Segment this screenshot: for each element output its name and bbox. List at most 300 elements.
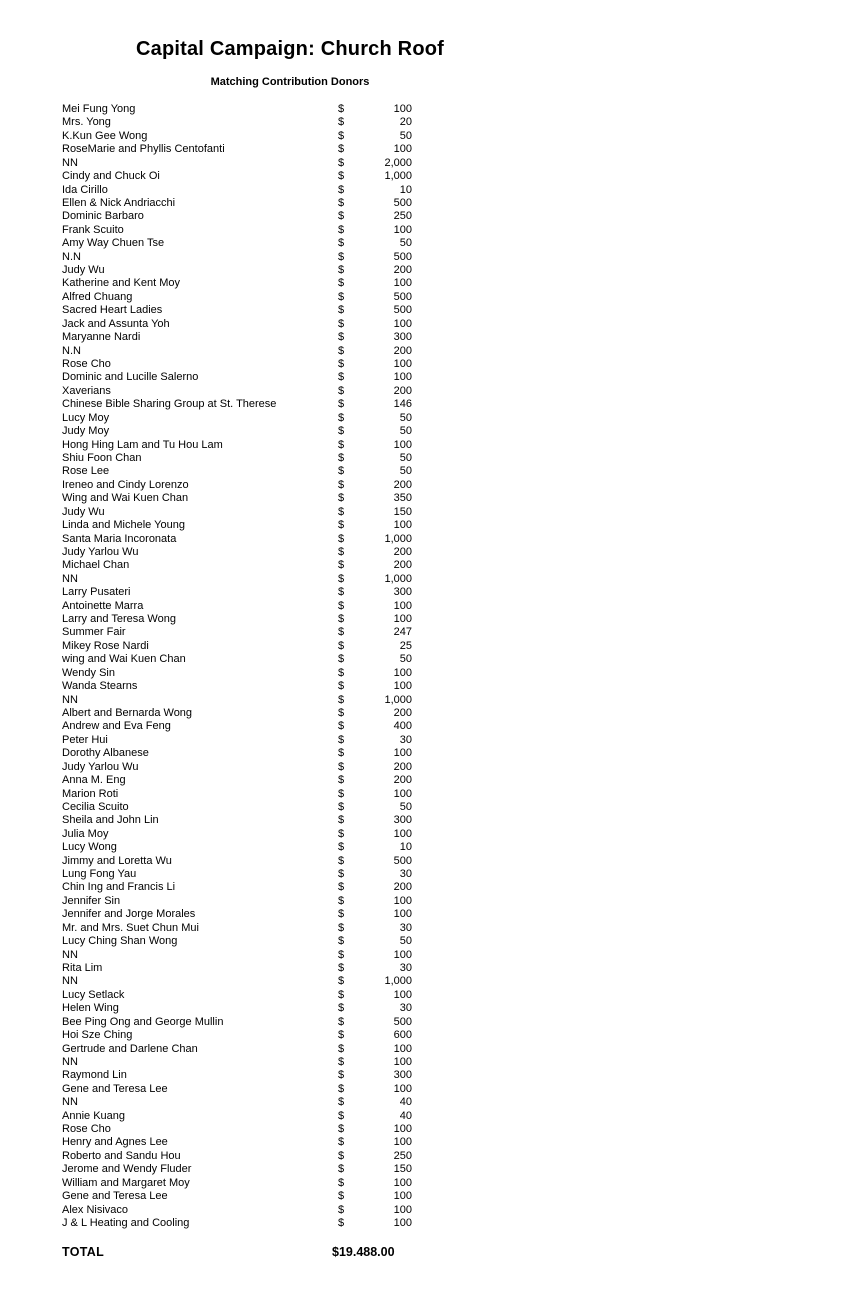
table-row <box>60 157 520 170</box>
table-row <box>60 519 520 532</box>
table-row <box>60 1190 520 1203</box>
currency-symbol: $ <box>338 210 345 223</box>
donor-name: Dorothy Albanese <box>62 747 149 760</box>
currency-symbol: $ <box>338 1109 345 1122</box>
donation-amount: 20 <box>399 116 412 129</box>
donation-amount: 100 <box>393 1136 412 1149</box>
currency-symbol: $ <box>338 787 345 800</box>
table-row <box>60 452 520 465</box>
donor-name: Jerome and Wendy Fluder <box>62 1163 192 1176</box>
currency-symbol: $ <box>338 465 345 478</box>
currency-symbol: $ <box>338 358 345 371</box>
table-row <box>60 747 520 760</box>
table-row <box>60 707 520 720</box>
currency-symbol: $ <box>338 384 345 397</box>
currency-symbol: $ <box>338 143 345 156</box>
currency-symbol: $ <box>338 331 345 344</box>
donor-name: Bee Ping Ong and George Mullin <box>62 1015 224 1028</box>
donor-name: Michael Chan <box>62 559 130 572</box>
table-row <box>60 1136 520 1149</box>
donation-amount: 100 <box>393 1082 412 1095</box>
table-row <box>60 626 520 639</box>
currency-symbol: $ <box>338 881 345 894</box>
donation-amount: 200 <box>393 881 412 894</box>
currency-symbol: $ <box>338 613 345 626</box>
donation-amount: 10 <box>399 841 412 854</box>
donor-name: Katherine and Kent Moy <box>62 277 181 290</box>
currency-symbol: $ <box>338 223 345 236</box>
table-row <box>60 774 520 787</box>
donor-name: Ireneo and Cindy Lorenzo <box>62 478 189 491</box>
donation-amount: 1,000 <box>384 975 412 988</box>
donor-name: N.N <box>62 250 81 263</box>
table-row <box>60 1163 520 1176</box>
donation-amount: 100 <box>393 680 412 693</box>
donation-amount: 150 <box>393 1163 412 1176</box>
donor-name: Mrs. Yong <box>62 116 111 129</box>
donor-name: Santa Maria Incoronata <box>62 532 177 545</box>
currency-symbol: $ <box>338 559 345 572</box>
donation-amount: 30 <box>399 962 412 974</box>
donor-name: Lucy Ching Shan Wong <box>62 935 178 948</box>
donor-name: Peter Hui <box>62 733 108 746</box>
table-row <box>60 264 520 277</box>
total-row <box>60 1245 520 1260</box>
donation-amount: 200 <box>393 344 412 357</box>
table-row <box>60 1110 520 1123</box>
table-row <box>60 1016 520 1029</box>
table-row <box>60 613 520 626</box>
table-row <box>60 251 520 264</box>
donor-name: Cecilia Scuito <box>62 800 129 813</box>
donation-amount: 100 <box>393 1042 412 1055</box>
currency-symbol: $ <box>338 519 345 532</box>
table-row <box>60 734 520 747</box>
table-row <box>60 855 520 868</box>
currency-symbol: $ <box>338 1136 345 1149</box>
currency-symbol: $ <box>338 975 345 988</box>
currency-symbol: $ <box>338 653 345 666</box>
donor-name: Ida Cirillo <box>62 183 108 196</box>
currency-symbol: $ <box>338 478 345 491</box>
donation-amount: 1,000 <box>384 693 412 706</box>
currency-symbol: $ <box>338 626 345 639</box>
donor-name: William and Margaret Moy <box>62 1176 190 1189</box>
donation-amount: 250 <box>393 1149 412 1162</box>
donation-amount: 300 <box>393 586 412 599</box>
currency-symbol: $ <box>338 586 345 599</box>
table-row <box>60 533 520 546</box>
total-label: TOTAL <box>62 1245 105 1260</box>
donation-amount: 100 <box>393 277 412 290</box>
table-row <box>60 143 520 156</box>
donor-name: Annie Kuang <box>62 1109 125 1122</box>
currency-symbol: $ <box>338 116 345 129</box>
donor-name: Rose Cho <box>62 1123 111 1136</box>
currency-symbol: $ <box>338 1149 345 1162</box>
donor-name: J & L Heating and Cooling <box>62 1217 190 1230</box>
table-row <box>60 1002 520 1015</box>
table-row <box>60 506 520 519</box>
donor-name: Gertrude and Darlene Chan <box>62 1042 198 1055</box>
donation-amount: 247 <box>393 626 412 639</box>
donor-name: Antoinette Marra <box>62 599 144 612</box>
donation-amount: 300 <box>393 814 412 827</box>
table-row <box>60 600 520 613</box>
table-row <box>60 304 520 317</box>
currency-symbol: $ <box>338 411 345 424</box>
table-row <box>60 868 520 881</box>
table-row <box>60 962 520 975</box>
table-row <box>60 1083 520 1096</box>
currency-symbol: $ <box>338 747 345 760</box>
currency-symbol: $ <box>338 1123 345 1136</box>
currency-symbol: $ <box>338 170 345 183</box>
donation-amount: 30 <box>399 733 412 746</box>
table-row <box>60 210 520 223</box>
table-row <box>60 667 520 680</box>
donation-amount: 30 <box>399 868 412 881</box>
table-row <box>60 277 520 290</box>
table-row <box>60 116 520 129</box>
currency-symbol: $ <box>338 505 345 518</box>
donation-amount: 100 <box>393 787 412 800</box>
donation-amount: 30 <box>399 921 412 934</box>
donor-name: Lung Fong Yau <box>62 868 137 881</box>
donor-name: Sheila and John Lin <box>62 814 159 827</box>
table-row <box>60 358 520 371</box>
donation-amount: 100 <box>393 613 412 626</box>
currency-symbol: $ <box>338 1069 345 1082</box>
donation-amount: 100 <box>393 827 412 840</box>
donation-amount: 200 <box>393 760 412 773</box>
table-row <box>60 479 520 492</box>
donation-amount: 40 <box>399 1096 412 1109</box>
table-row <box>60 184 520 197</box>
currency-symbol: $ <box>338 304 345 317</box>
table-row <box>60 586 520 599</box>
table-row <box>60 1204 520 1217</box>
currency-symbol: $ <box>338 398 345 411</box>
donation-amount: 100 <box>393 1123 412 1136</box>
table-row <box>60 492 520 505</box>
table-row <box>60 694 520 707</box>
currency-symbol: $ <box>338 1096 345 1109</box>
currency-symbol: $ <box>338 962 345 974</box>
donor-name: Mikey Rose Nardi <box>62 639 149 652</box>
donor-name: N.N <box>62 344 81 357</box>
currency-symbol: $ <box>338 1163 345 1176</box>
table-row <box>60 1177 520 1190</box>
donor-name: Chin Ing and Francis Li <box>62 881 176 894</box>
currency-symbol: $ <box>338 1176 345 1189</box>
donor-name: NN <box>62 1096 78 1109</box>
table-row <box>60 318 520 331</box>
table-row <box>60 465 520 478</box>
donation-amount: 100 <box>393 358 412 371</box>
donor-name: NN <box>62 1055 78 1068</box>
table-row <box>60 130 520 143</box>
currency-symbol: $ <box>338 371 345 384</box>
table-row <box>60 761 520 774</box>
currency-symbol: $ <box>338 1002 345 1015</box>
currency-symbol: $ <box>338 988 345 1001</box>
donor-name: Amy Way Chuen Tse <box>62 237 165 250</box>
currency-symbol: $ <box>338 814 345 827</box>
currency-symbol: $ <box>338 250 345 263</box>
table-row <box>60 1123 520 1136</box>
table-row <box>60 895 520 908</box>
donor-name: Lucy Setlack <box>62 988 125 1001</box>
donor-name: Wanda Stearns <box>62 680 138 693</box>
donation-amount: 50 <box>399 129 412 142</box>
table-row <box>60 841 520 854</box>
currency-symbol: $ <box>338 854 345 867</box>
donor-name: Anna M. Eng <box>62 774 126 787</box>
donation-amount: 100 <box>393 948 412 961</box>
donor-name: Helen Wing <box>62 1002 119 1015</box>
currency-symbol: $ <box>338 680 345 693</box>
table-row <box>60 103 520 116</box>
donation-amount: 1,000 <box>384 532 412 545</box>
currency-symbol: $ <box>338 1190 345 1203</box>
donor-name: Mr. and Mrs. Suet Chun Mui <box>62 921 199 934</box>
table-row <box>60 1069 520 1082</box>
donation-amount: 100 <box>393 223 412 236</box>
table-row <box>60 720 520 733</box>
donation-amount: 50 <box>399 935 412 948</box>
table-row <box>60 224 520 237</box>
currency-symbol: $ <box>338 1217 345 1230</box>
total-value: $19.488.00 <box>332 1245 395 1260</box>
table-row <box>60 291 520 304</box>
table-row <box>60 653 520 666</box>
donor-name: Alex Nisivaco <box>62 1203 129 1216</box>
donation-amount: 50 <box>399 237 412 250</box>
currency-symbol: $ <box>338 693 345 706</box>
donation-amount: 200 <box>393 559 412 572</box>
donor-name: Judy Yarlou Wu <box>62 545 139 558</box>
donation-amount: 200 <box>393 774 412 787</box>
donor-name: Frank Scuito <box>62 223 124 236</box>
page-title: Capital Campaign: Church Roof <box>135 38 445 60</box>
currency-symbol: $ <box>338 800 345 813</box>
currency-symbol: $ <box>338 317 345 330</box>
donor-name: Gene and Teresa Lee <box>62 1190 168 1203</box>
table-row <box>60 935 520 948</box>
donor-name: Roberto and Sandu Hou <box>62 1149 181 1162</box>
table-row <box>60 680 520 693</box>
donation-amount: 600 <box>393 1029 412 1042</box>
donation-amount: 200 <box>393 264 412 277</box>
currency-symbol: $ <box>338 935 345 948</box>
donor-name: Julia Moy <box>62 827 109 840</box>
donation-amount: 1,000 <box>384 572 412 585</box>
currency-symbol: $ <box>338 774 345 787</box>
table-row <box>60 197 520 210</box>
currency-symbol: $ <box>338 894 345 907</box>
donation-amount: 100 <box>393 317 412 330</box>
donation-amount: 100 <box>393 371 412 384</box>
table-row <box>60 640 520 653</box>
currency-symbol: $ <box>338 1082 345 1095</box>
table-row <box>60 989 520 1002</box>
donor-name: NN <box>62 948 78 961</box>
table-row <box>60 546 520 559</box>
donor-name: Chinese Bible Sharing Group at St. Therese <box>62 398 277 411</box>
currency-symbol: $ <box>338 760 345 773</box>
donation-amount: 250 <box>393 210 412 223</box>
currency-symbol: $ <box>338 425 345 438</box>
donation-amount: 100 <box>393 908 412 921</box>
donation-amount: 100 <box>393 438 412 451</box>
table-row <box>60 881 520 894</box>
donation-amount: 1,000 <box>384 170 412 183</box>
donation-amount: 500 <box>393 196 412 209</box>
donation-amount: 50 <box>399 800 412 813</box>
donor-name: Linda and Michele Young <box>62 519 185 532</box>
currency-symbol: $ <box>338 1055 345 1068</box>
table-row <box>60 1056 520 1069</box>
donation-amount: 100 <box>393 1190 412 1203</box>
donation-amount: 100 <box>393 1217 412 1230</box>
donor-name: Cindy and Chuck Oi <box>62 170 160 183</box>
donor-name: Xaverians <box>62 384 111 397</box>
donation-amount: 500 <box>393 290 412 303</box>
currency-symbol: $ <box>338 841 345 854</box>
donor-name: Jennifer and Jorge Morales <box>62 908 196 921</box>
table-row <box>60 385 520 398</box>
donation-amount: 300 <box>393 331 412 344</box>
table-row <box>60 1217 520 1230</box>
donor-name: Rose Lee <box>62 465 110 478</box>
donation-amount: 50 <box>399 411 412 424</box>
currency-symbol: $ <box>338 103 345 115</box>
donor-name: Jennifer Sin <box>62 894 121 907</box>
currency-symbol: $ <box>338 599 345 612</box>
currency-symbol: $ <box>338 129 345 142</box>
table-row <box>60 975 520 988</box>
donation-amount: 50 <box>399 465 412 478</box>
table-row <box>60 908 520 921</box>
table-row <box>60 828 520 841</box>
currency-symbol: $ <box>338 639 345 652</box>
donor-name: Maryanne Nardi <box>62 331 141 344</box>
donor-name: Lucy Wong <box>62 841 117 854</box>
currency-symbol: $ <box>338 156 345 169</box>
table-row <box>60 1096 520 1109</box>
currency-symbol: $ <box>338 666 345 679</box>
table-row <box>60 237 520 250</box>
donation-amount: 100 <box>393 666 412 679</box>
donation-amount: 200 <box>393 545 412 558</box>
currency-symbol: $ <box>338 277 345 290</box>
donor-name: Rose Cho <box>62 358 111 371</box>
table-row <box>60 331 520 344</box>
table-row <box>60 559 520 572</box>
currency-symbol: $ <box>338 532 345 545</box>
currency-symbol: $ <box>338 264 345 277</box>
currency-symbol: $ <box>338 1042 345 1055</box>
donation-amount: 10 <box>399 183 412 196</box>
donor-name: Albert and Bernarda Wong <box>62 706 193 719</box>
donation-amount: 100 <box>393 1055 412 1068</box>
donation-amount: 200 <box>393 384 412 397</box>
donation-amount: 400 <box>393 720 412 733</box>
donation-amount: 30 <box>399 1002 412 1015</box>
donation-amount: 100 <box>393 988 412 1001</box>
donor-name: Larry Pusateri <box>62 586 131 599</box>
donor-name: Mei Fung Yong <box>62 103 136 115</box>
currency-symbol: $ <box>338 438 345 451</box>
currency-symbol: $ <box>338 344 345 357</box>
table-row <box>60 922 520 935</box>
donation-amount: 100 <box>393 747 412 760</box>
donor-name: NN <box>62 156 78 169</box>
donor-name: Hoi Sze Ching <box>62 1029 133 1042</box>
donation-amount: 100 <box>393 599 412 612</box>
donor-name: Judy Moy <box>62 425 110 438</box>
donation-amount: 100 <box>393 1176 412 1189</box>
donation-amount: 200 <box>393 478 412 491</box>
donor-name: NN <box>62 572 78 585</box>
table-row <box>60 949 520 962</box>
donor-name: Dominic and Lucille Salerno <box>62 371 199 384</box>
currency-symbol: $ <box>338 290 345 303</box>
donation-amount: 300 <box>393 1069 412 1082</box>
currency-symbol: $ <box>338 183 345 196</box>
currency-symbol: $ <box>338 733 345 746</box>
table-row <box>60 170 520 183</box>
donation-amount: 100 <box>393 103 412 115</box>
table-row <box>60 814 520 827</box>
currency-symbol: $ <box>338 827 345 840</box>
table-row <box>60 788 520 801</box>
table-row <box>60 398 520 411</box>
currency-symbol: $ <box>338 1029 345 1042</box>
document-content <box>60 0 520 1260</box>
donor-name: Ellen & Nick Andriacchi <box>62 196 176 209</box>
table-row <box>60 425 520 438</box>
table-row <box>60 371 520 384</box>
currency-symbol: $ <box>338 706 345 719</box>
donor-table <box>60 103 520 1230</box>
donor-name: Judy Yarlou Wu <box>62 760 139 773</box>
currency-symbol: $ <box>338 237 345 250</box>
donor-name: Raymond Lin <box>62 1069 127 1082</box>
donor-name: Marion Roti <box>62 787 119 800</box>
table-row <box>60 1150 520 1163</box>
donor-name: Wendy Sin <box>62 666 115 679</box>
donor-name: Henry and Agnes Lee <box>62 1136 168 1149</box>
currency-symbol: $ <box>338 1015 345 1028</box>
donor-name: Wing and Wai Kuen Chan <box>62 492 189 505</box>
donor-name: Hong Hing Lam and Tu Hou Lam <box>62 438 223 451</box>
donation-amount: 2,000 <box>384 156 412 169</box>
donation-amount: 500 <box>393 1015 412 1028</box>
donor-name: Judy Wu <box>62 505 105 518</box>
donor-name: Judy Wu <box>62 264 105 277</box>
table-row <box>60 573 520 586</box>
donation-amount: 100 <box>393 894 412 907</box>
currency-symbol: $ <box>338 921 345 934</box>
donor-name: Shiu Foon Chan <box>62 451 142 464</box>
donation-amount: 500 <box>393 250 412 263</box>
donation-amount: 500 <box>393 854 412 867</box>
donation-amount: 146 <box>393 398 412 411</box>
donor-name: Jimmy and Loretta Wu <box>62 854 172 867</box>
donor-name: wing and Wai Kuen Chan <box>62 653 186 666</box>
